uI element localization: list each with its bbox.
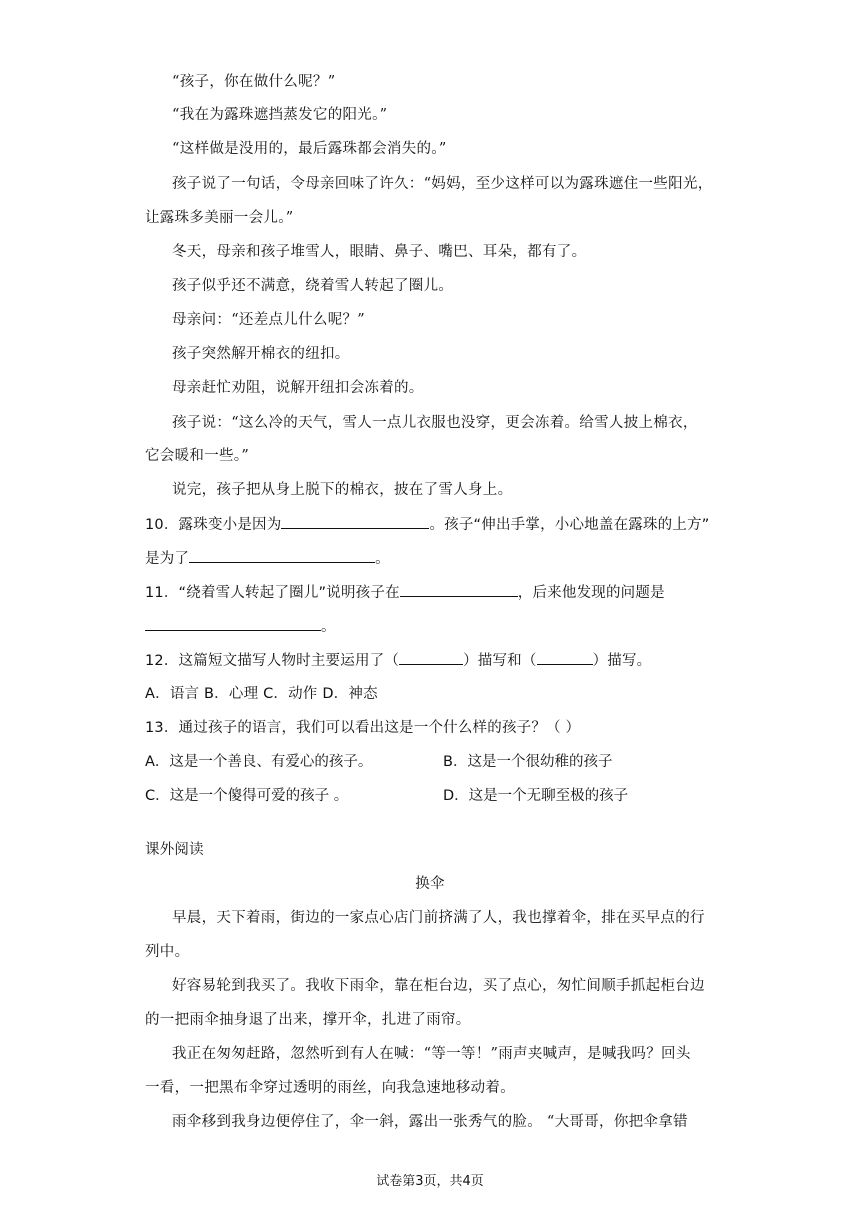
- q10-text: 。孩子“伸出手掌，小心地盖在露珠的上方”: [429, 517, 710, 533]
- q10-text: 10．露珠变小是因为: [145, 517, 282, 533]
- q13-option-d[interactable]: D．这是一个无聊至极的孩子: [443, 788, 629, 804]
- question-11-cont: [145, 616, 336, 637]
- passage-line: 母亲问：“还差点儿什么呢？”: [172, 312, 366, 328]
- q13-option-c[interactable]: C．这是一个傻得可爱的孩子 。: [145, 788, 349, 804]
- passage-line: 母亲赶忙劝阻，说解开纽扣会冻着的。: [172, 380, 424, 396]
- question-12: [145, 650, 651, 671]
- story-line: 早晨，天下着雨，街边的一家点心店门前挤满了人，我也撑着伞，排在买早点的行: [172, 910, 705, 926]
- story-line: 我正在匆匆赶路，忽然听到有人在喊：“等一等！”雨声夹喊声，是喊我吗？回头: [172, 1046, 691, 1062]
- passage-line: 孩子说：“这么冷的天气，雪人一点儿衣服也没穿，更会冻着。给雪人披上棉衣，: [172, 415, 698, 431]
- q10-blank-2[interactable]: [189, 548, 375, 563]
- q12-blank-2[interactable]: [537, 650, 593, 665]
- question-13: 13．通过孩子的语言，我们可以看出这是一个什么样的孩子？（ ）: [145, 720, 581, 736]
- passage-line: “这样做是没用的，最后露珠都会消失的。”: [172, 141, 447, 157]
- passage-line: “孩子，你在做什么呢？”: [172, 74, 336, 90]
- q11-text: 。: [321, 619, 336, 635]
- q12-text: 12．这篇短文描写人物时主要运用了（: [145, 653, 400, 669]
- passage-line: 让露珠多美丽一会儿。”: [145, 210, 294, 226]
- story-line: 好容易轮到我买了。我收下雨伞，靠在柜台边，买了点心，匆忙间顺手抓起柜台边: [172, 978, 705, 994]
- story-line: 的一把雨伞抽身退了出来，撑开伞，扎进了雨帘。: [145, 1012, 471, 1028]
- passage-line: 孩子说了一句话，令母亲回味了许久：“妈妈，至少这样可以为露珠遮住一些阳光，: [172, 176, 713, 192]
- passage-line: 冬天，母亲和孩子堆雪人，眼睛、鼻子、嘴巴、耳朵，都有了。: [172, 244, 587, 260]
- q12-options: A．语言 B．心理 C．动作 D．神态: [145, 686, 378, 702]
- question-11: [145, 582, 665, 603]
- passage-line: 孩子似乎还不满意，绕着雪人转起了圈儿。: [172, 278, 454, 294]
- passage-line: 它会暖和一些。”: [145, 448, 250, 464]
- story-title: 换伞: [415, 876, 445, 892]
- q11-blank-2[interactable]: [145, 616, 321, 631]
- passage-line: 孩子突然解开棉衣的纽扣。: [172, 346, 350, 362]
- question-10-cont: [145, 548, 390, 569]
- q10-blank-1[interactable]: [281, 514, 429, 529]
- page-footer: 试卷第3页，共4页: [376, 1174, 484, 1189]
- q12-text: ）描写和（: [463, 653, 537, 669]
- q11-text: 11．“绕着雪人转起了圈儿”说明孩子在: [145, 585, 400, 601]
- passage-line: 说完，孩子把从身上脱下的棉衣，披在了雪人身上。: [172, 482, 513, 498]
- q10-text: 是为了: [145, 551, 190, 567]
- q11-blank-1[interactable]: [400, 582, 518, 597]
- q13-option-a[interactable]: A．这是一个善良、有爱心的孩子。: [145, 754, 373, 770]
- q13-option-b[interactable]: B．这是一个很幼稚的孩子: [443, 754, 613, 770]
- section-label: 课外阅读: [145, 842, 204, 858]
- q12-blank-1[interactable]: [399, 650, 463, 665]
- q10-text: 。: [375, 551, 390, 567]
- q11-text: ，后来他发现的问题是: [517, 585, 665, 601]
- story-line: 列中。: [145, 944, 190, 960]
- story-line: 雨伞移到我身边便停住了，伞一斜，露出一张秀气的脸。 “大哥哥，你把伞拿错: [172, 1114, 688, 1130]
- question-10: [145, 514, 709, 535]
- passage-line: “我在为露珠遮挡蒸发它的阳光。”: [172, 107, 388, 123]
- q12-text: ）描写。: [592, 653, 652, 669]
- story-line: 一看，一把黑布伞穿过透明的雨丝，向我急速地移动着。: [145, 1080, 515, 1096]
